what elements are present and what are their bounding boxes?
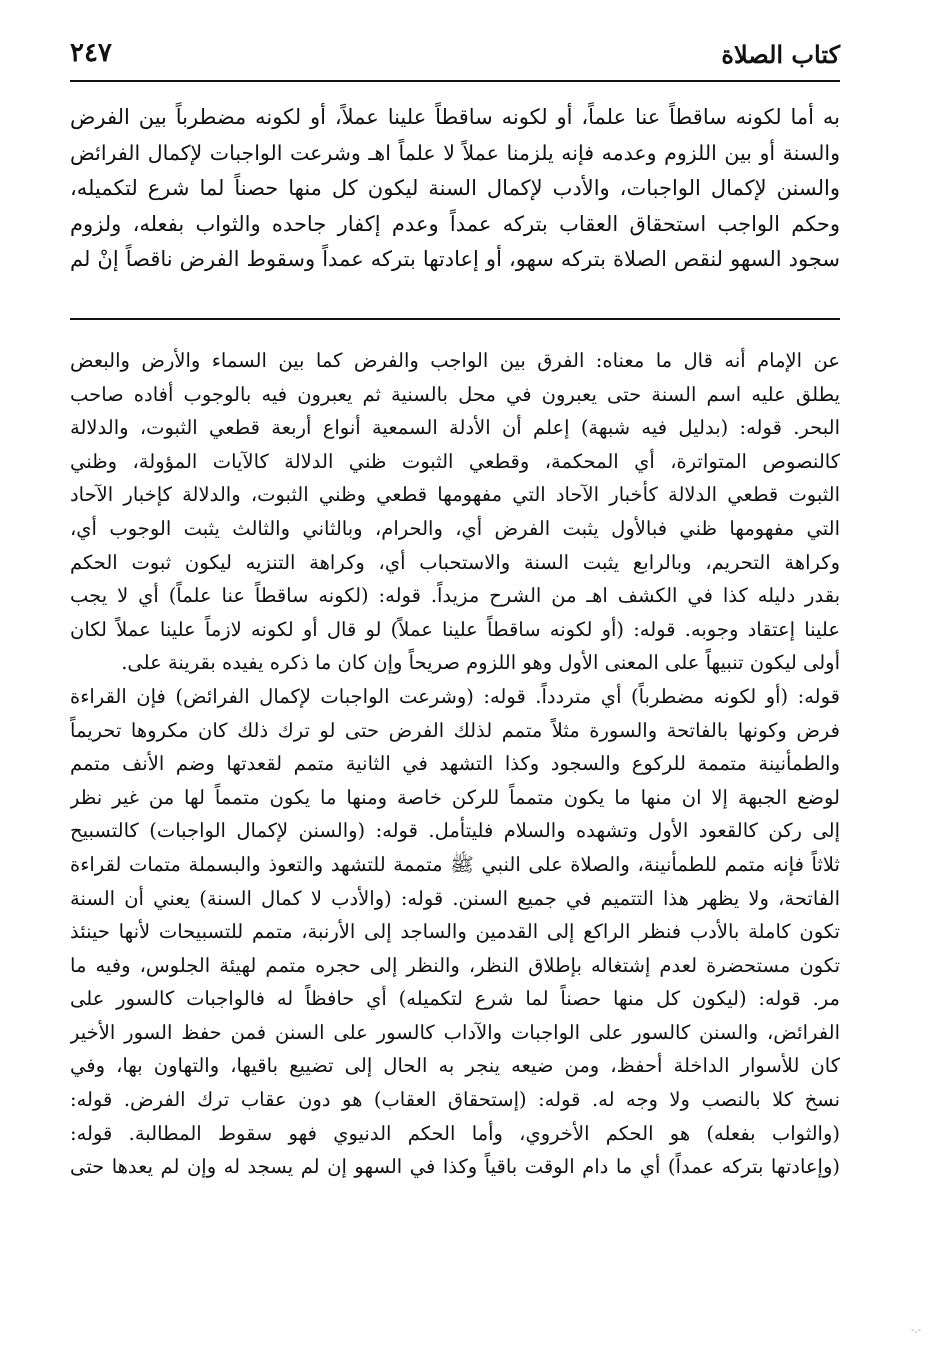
scan-mark: -.- <box>911 1325 921 1336</box>
commentary-line: مر. قوله: (ليكون كل منها حصناً لما شرع لتكميله) أي حافظاً له فالواجبات كالسور على <box>70 987 840 1011</box>
commentary-line: البحر. قوله: (بدليل فيه شبهة) إعلم أن الأدلة السمعية أنواع أربعة قطعي الثبوت، والدلالة <box>70 416 840 440</box>
page-header <box>70 36 840 82</box>
commentary-block <box>70 344 840 1184</box>
section-divider <box>70 318 840 320</box>
commentary-line: لوضع الجبهة إلا ان منها ما يكون متمماً للركن خاصة ومنها ما يكون متمماً لها من غير نظر <box>70 785 840 809</box>
main-text-line: سجود السهو لنقص الصلاة بتركه سهو، أو إعادتها بتركه عمداً وسقوط الفرض ناقصاً إنْ لم <box>70 247 840 271</box>
commentary-line: تكون مستحضرة لعدم إشتغاله بإطلاق النظر، والنظر إلى حجره متمم لهيئة الجلوس، وفيه ما <box>70 953 840 977</box>
commentary-line: إلى ركن كالقعود الأول وتشهده والسلام فليتأمل. قوله: (والسنن لإكمال الواجبات) كالتسبيح <box>70 819 840 843</box>
book-title: كتاب الصلاة <box>721 40 840 69</box>
main-text-line: به أما لكونه ساقطاً عنا علماً، أو لكونه ساقطاً علينا عملاً، أو لكونه مضطرباً بين الفرض <box>70 105 840 129</box>
commentary-line: قوله: (أو لكونه مضطرباً) أي متردداً. قوله: (وشرعت الواجبات لإكمال الفرائض) فإن القراءة <box>70 684 840 708</box>
commentary-line: نسخ كلا بالنصب ولا وجه له. قوله: (إستحقاق العقاب) هو دون عقاب ترك الفرض. قوله: <box>70 1088 840 1112</box>
commentary-line: ثلاثاً فإنه متمم للطمأنينة، والصلاة على النبي ﷺ متممة للتشهد والتعوذ والبسملة متمات لقراءة <box>70 852 840 876</box>
main-text-block <box>70 100 840 278</box>
main-text-line: والسنة أو بين اللزوم وعدمه فإنه يلزمنا عملاً لا علماً اهـ وشرعت الواجبات لإكمال الفرائض <box>70 140 840 165</box>
commentary-line: فرض وكونها بالفاتحة والسورة مثلاً متمم لذلك الفرض حتى لو ترك ذلك كان مكروها تحريماً <box>70 718 840 742</box>
page-number: ٢٤٧ <box>70 38 112 68</box>
commentary-line: تكون كاملة بالأدب فنظر الراكع إلى القدمين والساجد إلى الأرنبة، متمم للتسبيحات لأنها حينئذ <box>70 920 840 944</box>
commentary-line: وكراهة التحريم، وبالرابع يثبت السنة والاستحباب أي، وكراهة التنزيه ليكون ثبوت الحكم <box>70 550 840 574</box>
commentary-line: الفرائض، والسنن كالسور على الواجبات والآداب كالسور على السنن فمن حفظ السور الأخير <box>70 1020 840 1044</box>
commentary-line: الثبوت قطعي الدلالة كأخبار الآحاد التي مفهومها قطعي وظني الثبوت، والدلالة كإخبار الآحاد <box>70 483 840 507</box>
commentary-line: والطمأنينة متممة للركوع والسجود وكذا التشهد في الثانية متمم لقعدتها وضم الأنف متمم <box>70 752 840 776</box>
commentary-line: أولى ليكون تنبيهاً على المعنى الأول وهو اللزوم صريحاً وإن كان ما ذكره يفيده بقرينة على. <box>121 651 840 675</box>
commentary-line: يطلق عليه اسم السنة حتى يعبرون في محل بالسنية ثم يعبرون فيه بالوجوب أفاده صاحب <box>70 382 840 406</box>
commentary-line: عن الإمام أنه قال ما معناه: الفرق بين الواجب والفرض كما بين السماء والأرض والبعض <box>70 349 840 372</box>
commentary-line: كالنصوص المتواترة، أي المحكمة، وقطعي الثبوت ظني الدلالة كالآيات المؤولة، وظني <box>70 449 840 473</box>
commentary-line: التي مفهومها ظني فبالأول يثبت الفرض أي، والحرام، وبالثاني والثالث يثبت الوجوب أي، <box>70 516 840 540</box>
commentary-line: (وإعادتها بتركه عمداً) أي ما دام الوقت باقياً وكذا في السهو إن لم يسجد له وإن لم يعدها حتى <box>70 1155 840 1179</box>
commentary-line: كان للأسوار الداخلة أحفظ، ومن ضيعه ينجر به الحال إلى تضييع باقيها، والتهاون بها، وفي <box>70 1054 840 1078</box>
commentary-line: الفاتحة، ولا يظهر هذا التتميم في جميع السنن. قوله: (والأدب لا كمال السنة) يعني أن السنة <box>70 886 840 910</box>
commentary-line: علينا إعتقاد وجوبه. قوله: (أو لكونه ساقطاً علينا عملاً) لو قال أو لكونه لازماً علينا عملاً لكان <box>70 617 840 641</box>
commentary-line: بقدر دليله كذا في الكشف اهـ من الشرح مزيداً. قوله: (لكونه ساقطاً عنا علماً) أي لا يجب <box>70 584 840 608</box>
commentary-line: (والثواب بفعله) هو الحكم الأخروي، وأما الحكم الدنيوي فهو سقوط المطالبة. قوله: <box>70 1121 840 1145</box>
main-text-line: والسنن لإكمال الواجبات، والأدب لإكمال السنة ليكون كل منها حصناً لما شرع لتكميله، <box>70 176 840 200</box>
main-text-line: وحكم الواجب استحقاق العقاب بتركه عمداً وعدم إكفار جاحده والثواب بفعله، ولزوم <box>70 211 840 236</box>
